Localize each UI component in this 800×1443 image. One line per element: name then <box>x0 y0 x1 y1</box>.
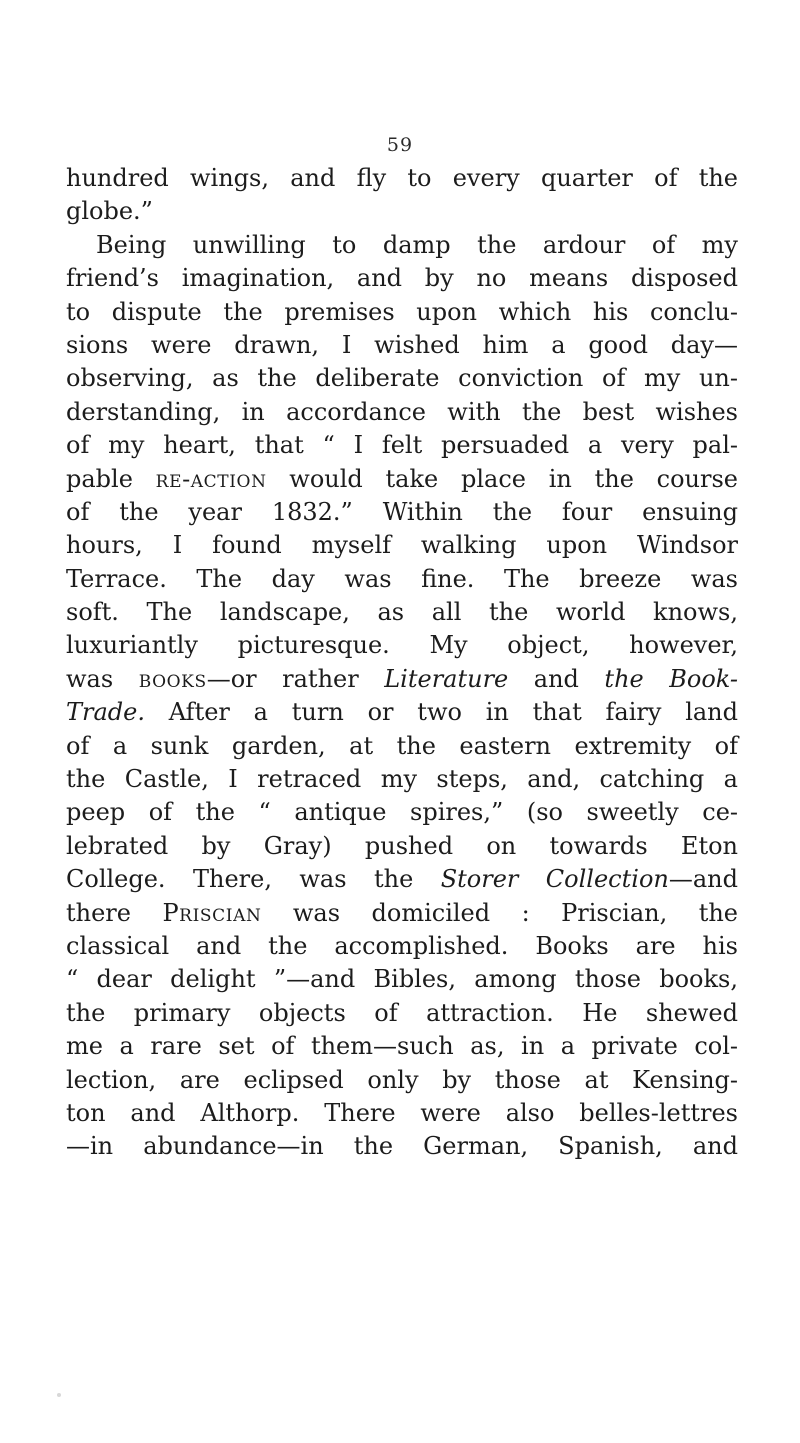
text-line: Terrace. The day was fine. The breeze was <box>66 564 738 593</box>
italic-text: the Book- <box>604 664 739 693</box>
text-segment: —or rather <box>206 664 385 693</box>
small-caps-text: re-action <box>155 464 267 493</box>
small-caps-text: Priscian <box>162 898 262 927</box>
text-line: “ dear delight ”—and Bibles, among those books, <box>66 965 738 994</box>
text-line: to dispute the premises upon which his conclu- <box>66 297 738 326</box>
text-line <box>66 463 738 496</box>
text-line: sions were drawn, I wished him a good day— <box>66 330 738 359</box>
text-segment: was domiciled : Priscian, the <box>261 898 738 927</box>
text-segment: —and <box>668 865 738 894</box>
text-line: observing, as the deliberate conviction of my un- <box>66 364 738 393</box>
text-segment: and <box>508 664 605 693</box>
italic-text: Literature <box>384 664 509 693</box>
italic-text: Trade. <box>66 698 145 727</box>
text-line: of a sunk garden, at the eastern extremity of <box>66 731 738 760</box>
body-text <box>66 162 738 1164</box>
text-segment: After a turn or two in that fairy land <box>144 698 738 727</box>
text-line: friend’s imagination, and by no means disposed <box>66 264 738 293</box>
text-segment: College. There, was the <box>66 865 441 894</box>
text-line: me a rare set of them—such as, in a private col- <box>66 1032 738 1061</box>
text-line <box>66 696 738 729</box>
text-line: Being unwilling to damp the ardour of my <box>96 230 738 259</box>
text-line: derstanding, in accordance with the best wishes <box>66 397 738 426</box>
text-line: globe.” <box>66 197 153 226</box>
text-line: the primary objects of attraction. He shewed <box>66 998 738 1027</box>
text-line: soft. The landscape, as all the world knows, <box>66 598 738 627</box>
italic-text: Storer Collection <box>440 865 669 894</box>
text-line: hours, I found myself walking upon Windsor <box>66 531 738 560</box>
text-segment: was <box>66 664 139 693</box>
text-segment: would take place in the course <box>266 464 739 493</box>
text-line: lection, are eclipsed only by those at Kensing- <box>66 1065 738 1094</box>
text-line <box>66 863 738 896</box>
text-segment: there <box>66 898 163 927</box>
text-line: ton and Althorp. There were also belles-lettres <box>66 1098 738 1127</box>
text-line <box>66 663 738 696</box>
text-line: of my heart, that “ I felt persuaded a very pal- <box>66 431 738 460</box>
text-line: luxuriantly picturesque. My object, however, <box>66 631 738 660</box>
text-line: of the year 1832.” Within the four ensuing <box>66 497 738 526</box>
text-line: the Castle, I retraced my steps, and, catching a <box>66 765 738 794</box>
paper-speck <box>57 1393 61 1397</box>
page-number: 59 <box>386 134 414 156</box>
text-segment: pable <box>66 464 156 493</box>
text-line: —in abundance—in the German, Spanish, and <box>66 1132 738 1161</box>
text-line: lebrated by Gray) pushed on towards Eton <box>66 831 738 860</box>
small-caps-text: books <box>138 664 207 693</box>
text-line <box>66 897 738 930</box>
text-line: peep of the “ antique spires,” (so sweetly ce- <box>66 798 738 827</box>
text-line: classical and the accomplished. Books are his <box>66 931 738 960</box>
text-line: hundred wings, and fly to every quarter of the <box>66 164 738 192</box>
